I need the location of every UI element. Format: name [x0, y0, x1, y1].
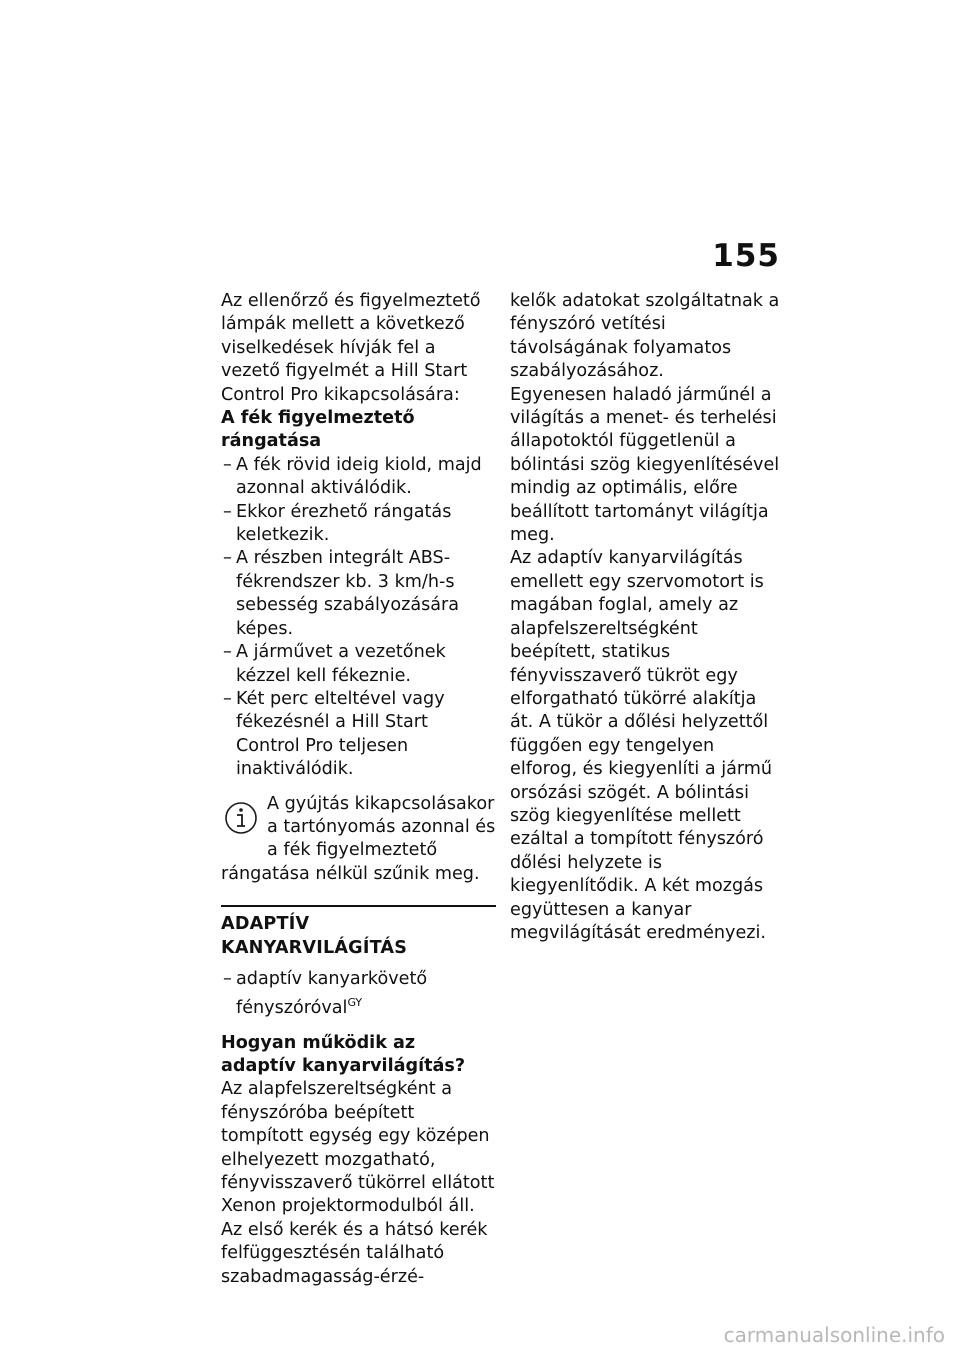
- how-heading: Hogyan működik az adaptív kanyarvilágítás?: [221, 1032, 466, 1077]
- watermark: carmanualsonline.info: [723, 1323, 945, 1347]
- list-item: – A fék rövid ideig kiold, majd azonnal aktiválódik.: [223, 454, 482, 499]
- right-column: [510, 290, 785, 945]
- feature-bullet: – adaptív kanyarkövető fényszóróval$^{GY}$: [223, 968, 428, 1019]
- brake-heading: A fék figyelmeztető rángatása: [221, 408, 415, 452]
- info-note: [221, 793, 496, 887]
- section-divider: [221, 905, 496, 907]
- paragraph-1: kelők adatokat szolgáltatnak a fényszóró vetítési távolságának folyamatos szabályozásához.: [510, 291, 780, 382]
- brake-bullet-list: [221, 454, 496, 782]
- paragraph-2: Egyenesen haladó járműnél a világítás a menet- és terhelési állapotoktól függetlenül a bólintási szög kiegyenlítésével mindig az optimális, előre beállított tartományt világítja meg.: [510, 384, 780, 546]
- list-item: – Ekkor érezhető rángatás keletkezik.: [223, 501, 452, 546]
- left-column: [221, 290, 496, 1289]
- list-item: – Két perc elteltével vagy fékezésnél a Hill Start Control Pro teljesen inaktiválódik.: [223, 688, 445, 780]
- info-icon: [221, 795, 261, 841]
- note-text: A gyújtás kikapcsolásakor a tartónyomás azonnal és a fék figyelmeztető rángatása nélkül szűnik meg.: [221, 793, 496, 884]
- section-title: ADAPTÍV KANYARVILÁGÍTÁS: [221, 914, 408, 958]
- list-item: – A részben integrált ABS-fékrendszer kb. 3 km/h-s sebesség szabályozására képes.: [223, 548, 460, 639]
- list-item: – A járművet a vezetőnek kézzel kell fékeznie.: [223, 642, 446, 686]
- intro-paragraph: Az ellenőrző és figyelmeztető lámpák mellett a következő viselkedések hívják fel a vezető figyelmét a Hill Start Control Pro kikapcsolására:: [221, 291, 481, 405]
- paragraph-3: Az adaptív kanyarvilágítás emellett egy szervomotort is magában foglal, amely az alapfelszereltségként beépített, statikus fényvisszaverő tükröt egy elforgatható tükörré alakítja át. A tükör a dőlési helyzettől függően egy tengelyen elforog, és kiegyenlíti a jármű orsózási szögét. A bólintási szög kiegyenlítése mellett ezáltal a tompított fényszóró dőlési helyzete is kiegyenlítődik. A két mozgás együttesen a kanyar megvilágítását eredményezi.: [510, 548, 773, 943]
- equipment-code: GY: [347, 996, 363, 1010]
- how-paragraph: Az alapfelszereltségként a fényszóróba beépített tompított egység egy középen elhelyezett mozgatható, fényvisszaverő tükörrel ellátott Xenon projektormodulból áll. Az első kerék és a hátsó kerék felfüggesztésén található szabadmagasság-érzé-: [221, 1079, 495, 1287]
- page-number: 155: [712, 238, 780, 274]
